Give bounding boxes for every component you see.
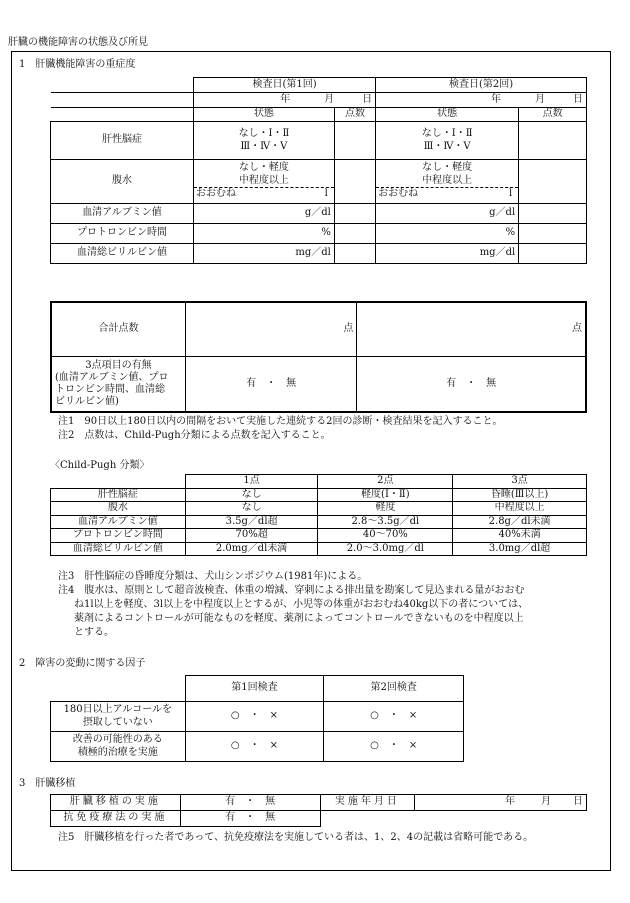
child-pugh-table — [50, 474, 587, 556]
ascites-choice-1[interactable]: なし・軽度 中程度以上 おおむね l — [194, 160, 335, 204]
date-year-label: 年 — [280, 93, 291, 105]
date-month-label: 月 — [535, 93, 545, 105]
cp-row-label: プロトロンビン時間 — [51, 529, 186, 543]
cp-cell: 軽度 — [318, 502, 453, 516]
cp-cell: 中程度以上 — [453, 502, 587, 516]
encephalopathy-points-1[interactable] — [334, 122, 375, 160]
exam1-header: 検査日(第1回) — [194, 78, 376, 93]
note-1: 注1 90日以上180日以内の間隔をおいて実施した連続する2回の診断・検査結果を記入すること。 — [58, 416, 503, 427]
total-points-1[interactable]: 点 — [185, 302, 356, 356]
transplant-date-label: 実施年月日 — [320, 795, 415, 811]
immuno-choice[interactable]: 有 ・ 無 — [180, 811, 320, 827]
exam2-header: 検査日(第2回) — [376, 78, 587, 93]
total-table — [50, 301, 587, 413]
immuno-label: 抗免疫療法の実施 — [51, 811, 181, 827]
note-4-line4: とする。 — [74, 627, 114, 638]
alcohol-mark-1[interactable]: ○ ・ × — [185, 702, 324, 732]
albumin-value-1[interactable]: g／dl — [194, 204, 335, 224]
total-points-2[interactable]: 点 — [357, 302, 586, 356]
row-label-albumin: 血清アルブミン値 — [51, 204, 194, 224]
exam1-date-field[interactable] — [194, 93, 376, 108]
albumin-value-2[interactable]: g／dl — [376, 204, 519, 224]
ascites-choice-2[interactable]: なし・軽度 中程度以上 おおむね l — [376, 160, 519, 204]
prothrombin-value-2[interactable]: % — [376, 224, 519, 244]
cp-cell: 2.0mg／dl未満 — [185, 542, 318, 556]
cp-cell: 3.5g／dl超 — [185, 515, 318, 529]
note-4-line2: ね1l以上を軽度、3l以上を中程度以上とするが、小児等の体重がおおむね40kg以下の者については、 — [74, 599, 529, 610]
date-day-label: 日 — [573, 93, 583, 105]
note-2: 注2 点数は、Child-Pugh分類による点数を記入すること。 — [58, 430, 331, 441]
treatment-mark-2[interactable]: ○ ・ × — [324, 732, 464, 762]
albumin-points-1[interactable] — [334, 204, 375, 224]
date-day-label: 日 — [362, 93, 373, 105]
factors-col-2: 第2回検査 — [324, 676, 464, 702]
cp-cell: 40～70% — [318, 529, 453, 543]
cp-row-label: 血清総ビリルビン値 — [51, 542, 186, 556]
section1-heading: 1 肝臓機能障害の重症度 — [19, 59, 136, 70]
exam2-date-field[interactable] — [376, 93, 587, 108]
note-3: 注3 肝性脳症の昏睡度分類は、犬山シンポジウム(1981年)による。 — [58, 571, 368, 582]
cp-header-1pt: 1点 — [185, 475, 318, 489]
cp-cell: 70%超 — [185, 529, 318, 543]
ascites-points-2[interactable] — [519, 160, 587, 204]
three-point-label: 3点項目の有無 (血清アルブミン値、プロ トロンビン時間、血清総 ビリルビン値) — [51, 356, 185, 412]
alcohol-mark-2[interactable]: ○ ・ × — [324, 702, 464, 732]
cp-cell: 3.0mg／dl超 — [453, 542, 587, 556]
state-header: 状態 — [194, 108, 335, 122]
child-pugh-heading: 〈Child-Pugh 分類〉 — [50, 460, 150, 471]
note-4-line1: 注4 腹水は、原則として超音波検査、体重の増減、穿刺による排出量を勘案して見込まれる量がおおむ — [58, 585, 525, 596]
encephalopathy-choice-1[interactable]: なし・Ⅰ・Ⅱ Ⅲ・Ⅳ・Ⅴ — [194, 122, 335, 160]
cp-cell: 軽度(Ⅰ・Ⅱ) — [318, 488, 453, 502]
date-month-label: 月 — [324, 93, 335, 105]
transplant-table — [50, 794, 587, 827]
prothrombin-value-1[interactable]: % — [194, 224, 335, 244]
row-label-ascites: 腹水 — [51, 160, 194, 204]
bilirubin-value-2[interactable]: mg／dl — [376, 244, 519, 264]
cp-header-3pt: 3点 — [453, 475, 587, 489]
prothrombin-points-2[interactable] — [519, 224, 587, 244]
cp-row-label: 肝性脳症 — [51, 488, 186, 502]
transplant-date-field[interactable]: 年 月 日 — [415, 795, 587, 811]
cp-header-2pt: 2点 — [318, 475, 453, 489]
total-label: 合計点数 — [51, 302, 185, 356]
ascites-points-1[interactable] — [334, 160, 375, 204]
cp-cell: なし — [185, 488, 318, 502]
cp-cell: 40%未満 — [453, 529, 587, 543]
albumin-points-2[interactable] — [519, 204, 587, 224]
note-5: 注5 肝臓移植を行った者であって、抗免疫療法を実施している者は、1、2、4の記載は省略可能である。 — [58, 832, 534, 843]
cp-cell: なし — [185, 502, 318, 516]
bilirubin-points-1[interactable] — [334, 244, 375, 264]
section2-heading: 2 障害の変動に関する因子 — [19, 658, 146, 669]
transplant-choice[interactable]: 有 ・ 無 — [180, 795, 320, 811]
three-point-choice-1[interactable]: 有 ・ 無 — [185, 356, 356, 412]
date-year-label: 年 — [491, 93, 501, 105]
transplant-label: 肝臓移植の実施 — [51, 795, 181, 811]
factor-row-alcohol: 180日以上アルコールを 摂取していない — [51, 702, 186, 732]
encephalopathy-choice-2[interactable]: なし・Ⅰ・Ⅱ Ⅲ・Ⅳ・Ⅴ — [376, 122, 519, 160]
cp-row-label: 腹水 — [51, 502, 186, 516]
points-header: 点数 — [519, 108, 587, 122]
factor-row-treatment: 改善の可能性のある 積極的治療を実施 — [51, 732, 186, 762]
factors-table — [50, 675, 464, 762]
points-header: 点数 — [334, 108, 375, 122]
row-label-encephalopathy: 肝性脳症 — [51, 122, 194, 160]
prothrombin-points-1[interactable] — [334, 224, 375, 244]
document-title: 肝臓の機能障害の状態及び所見 — [8, 37, 148, 48]
cp-cell: 2.8g／dl未満 — [453, 515, 587, 529]
factors-col-1: 第1回検査 — [185, 676, 324, 702]
cp-row-label: 血清アルブミン値 — [51, 515, 186, 529]
note-4-line3: 薬剤によるコントロールが可能なものを軽度、薬剤によってコントロールできないものを中程度以上 — [74, 613, 524, 624]
bilirubin-points-2[interactable] — [519, 244, 587, 264]
row-label-bilirubin: 血清総ビリルビン値 — [51, 244, 194, 264]
three-point-choice-2[interactable]: 有 ・ 無 — [357, 356, 586, 412]
row-label-prothrombin: プロトロンビン時間 — [51, 224, 194, 244]
encephalopathy-points-2[interactable] — [519, 122, 587, 160]
cp-cell: 昏睡(Ⅲ以上) — [453, 488, 587, 502]
state-header: 状態 — [376, 108, 519, 122]
cp-cell: 2.0～3.0mg／dl — [318, 542, 453, 556]
severity-table — [50, 77, 587, 264]
treatment-mark-1[interactable]: ○ ・ × — [185, 732, 324, 762]
section3-heading: 3 肝臓移植 — [19, 778, 76, 789]
bilirubin-value-1[interactable]: mg／dl — [194, 244, 335, 264]
cp-cell: 2.8～3.5g／dl — [318, 515, 453, 529]
